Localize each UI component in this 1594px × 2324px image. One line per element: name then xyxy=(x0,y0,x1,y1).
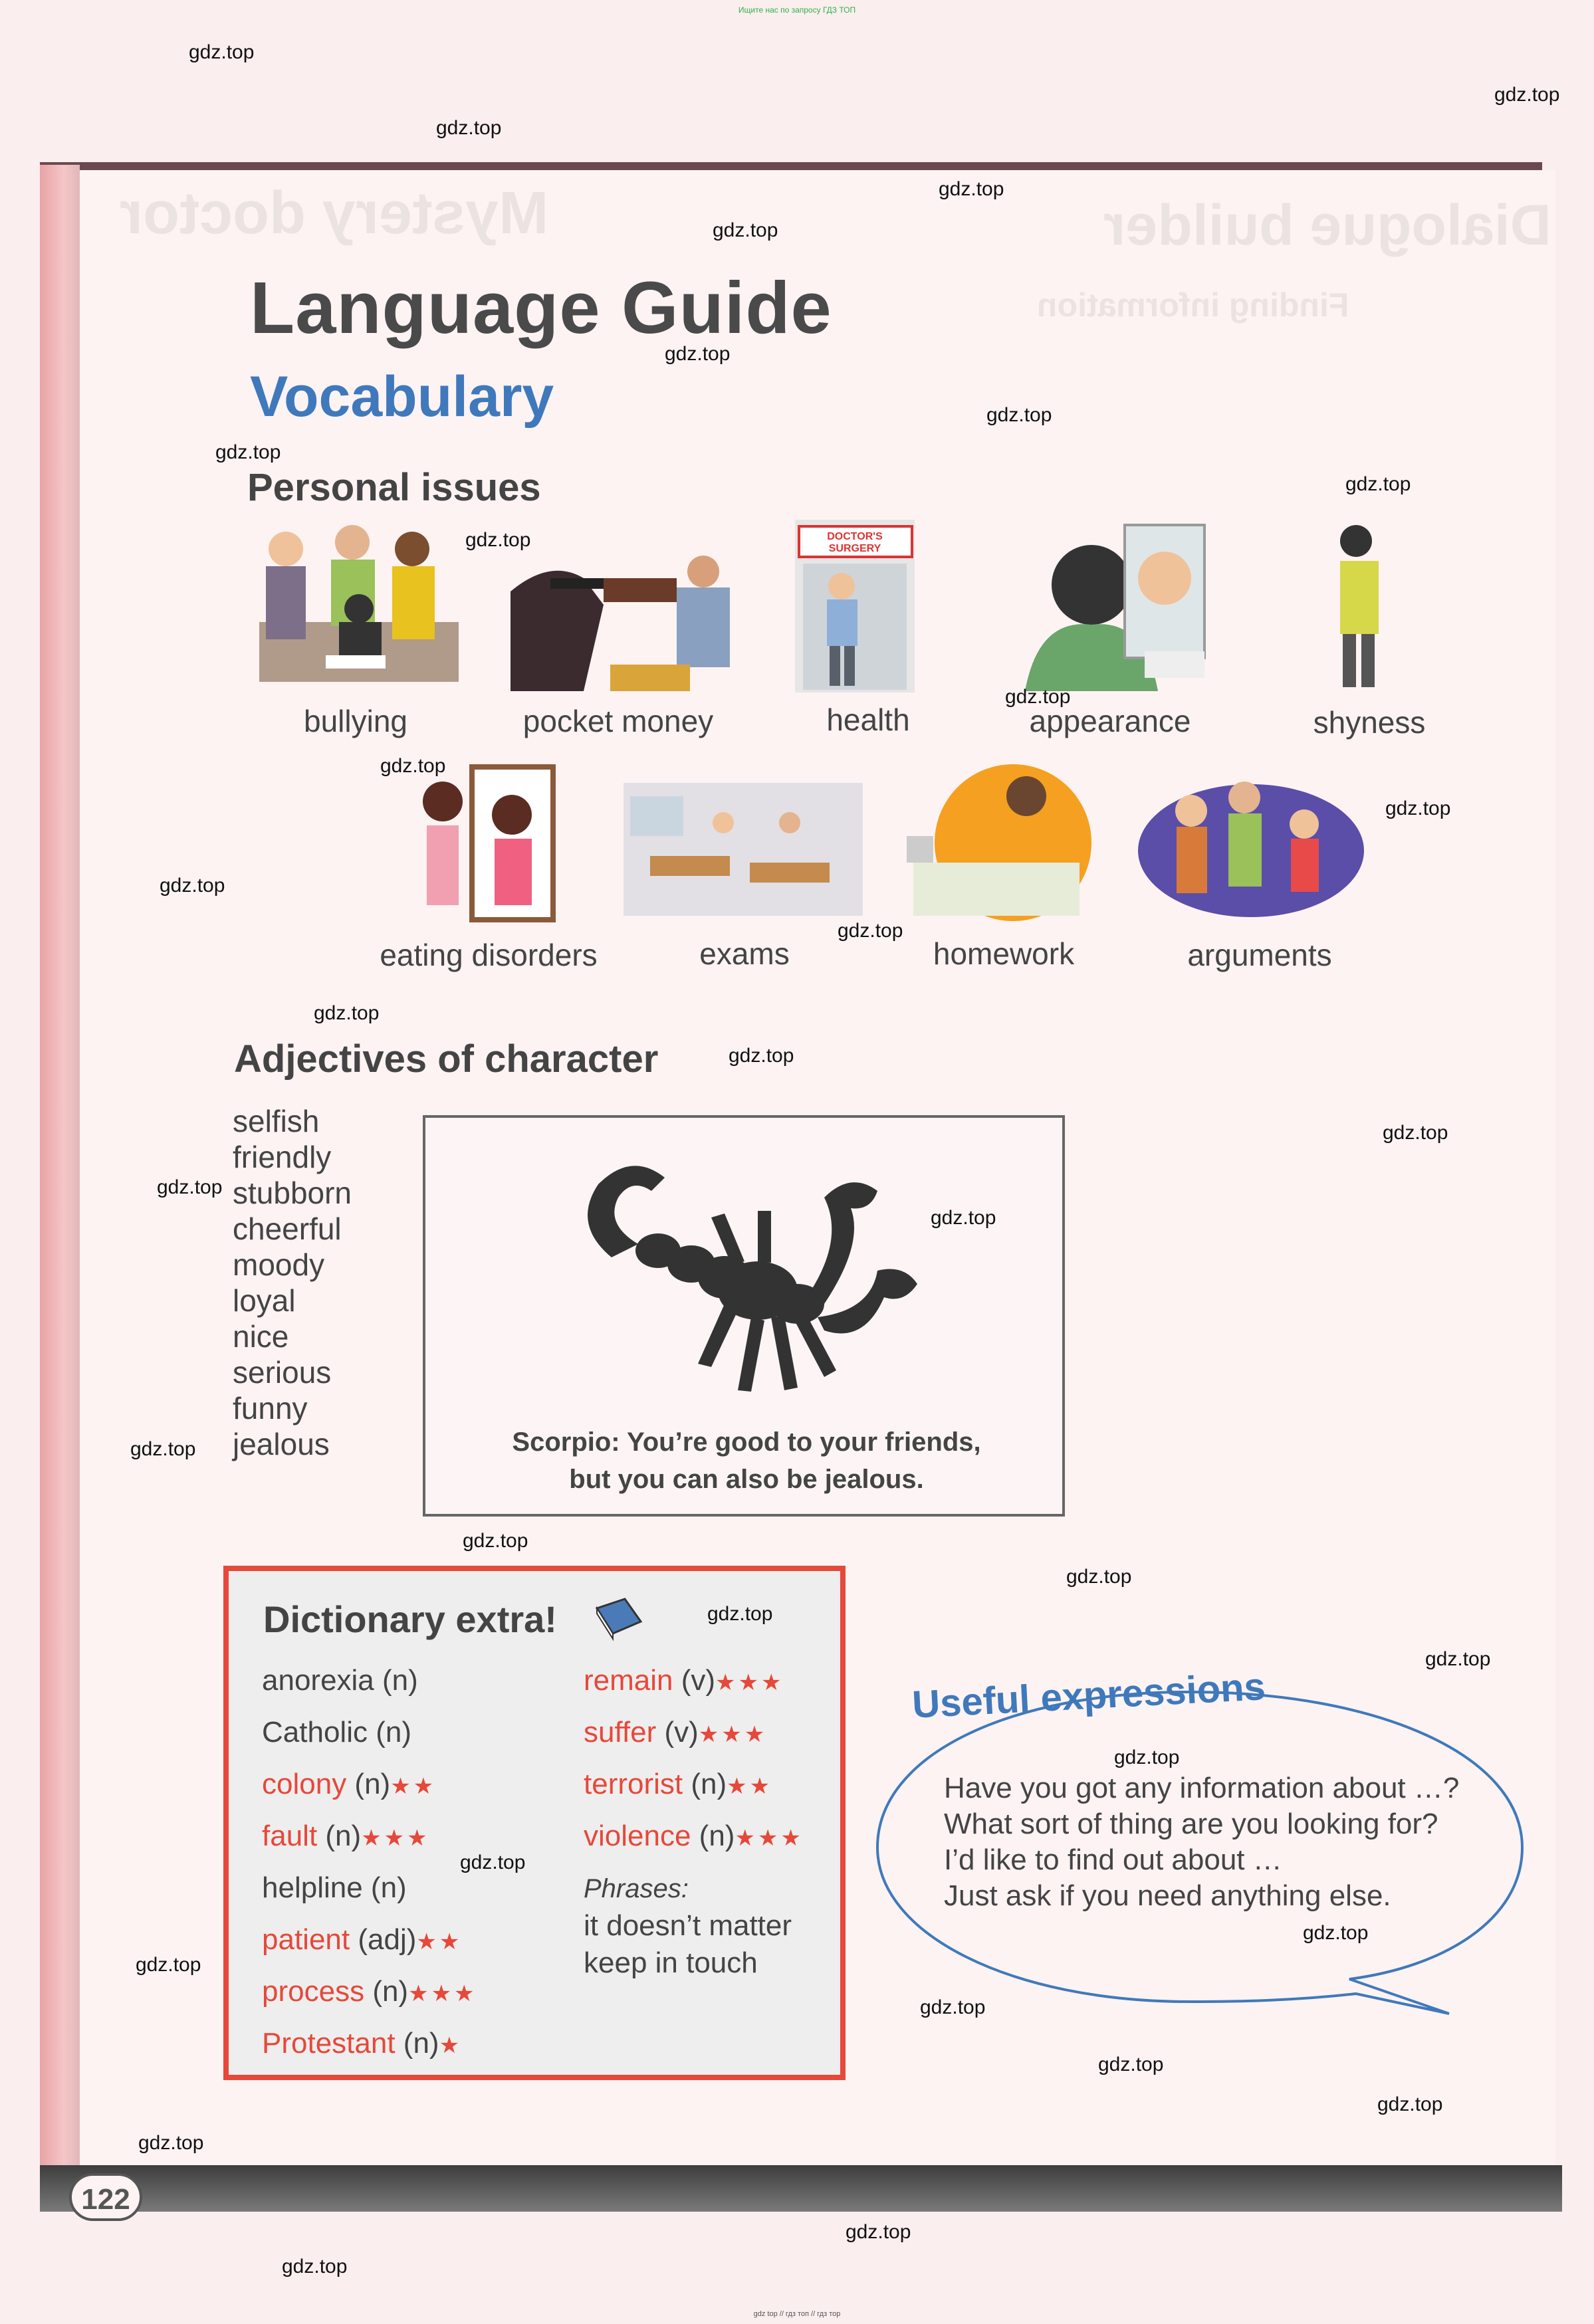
watermark: gdz.top xyxy=(838,920,903,942)
adjectives-heading: Adjectives of character xyxy=(234,1037,659,1081)
watermark: gdz.top xyxy=(1425,1648,1491,1670)
label-health: health xyxy=(826,702,910,737)
label-exams: exams xyxy=(699,936,790,971)
watermark: gdz.top xyxy=(1377,2093,1443,2115)
arguments-illustration xyxy=(1138,771,1364,924)
list-item: stubborn xyxy=(233,1176,352,1210)
bullying-illustration xyxy=(246,522,469,688)
watermark: gdz.top xyxy=(665,343,731,365)
watermark: gdz.top xyxy=(436,117,502,139)
watermark: gdz.top xyxy=(713,219,778,241)
expression-line: Just ask if you need anything else. xyxy=(944,1879,1391,1912)
surgery-sign-text: DOCTOR'S xyxy=(827,531,883,542)
show-through-right-sub: Finding information xyxy=(1037,286,1349,324)
list-item: cheerful xyxy=(233,1212,342,1246)
dict-entry: Protestant (n)★ xyxy=(262,2027,463,2060)
dict-entry: suffer (v)★★★ xyxy=(584,1716,768,1748)
watermark: gdz.top xyxy=(160,875,225,897)
dictionary-extra-box xyxy=(223,1566,846,2080)
bottom-banner: gdz top // гдз топ // гдз тор xyxy=(753,2310,841,2318)
frequency-stars: ★★★ xyxy=(735,1826,804,1851)
page-title: Language Guide xyxy=(250,267,832,349)
list-item: funny xyxy=(233,1391,308,1426)
dictionary-title: Dictionary extra! xyxy=(263,1598,557,1640)
watermark: gdz.top xyxy=(463,1530,528,1552)
dict-entry: process (n)★★★ xyxy=(262,1975,477,2008)
show-through-left: Mystery doctor xyxy=(120,180,549,247)
exams-illustration xyxy=(624,783,863,916)
watermark: gdz.top xyxy=(920,1996,986,2018)
watermark: gdz.top xyxy=(729,1045,794,1067)
scorpio-caption xyxy=(425,1424,1068,1498)
list-item: nice xyxy=(233,1319,289,1354)
watermark: gdz.top xyxy=(215,441,281,463)
watermark: gdz.top xyxy=(986,404,1052,426)
appearance-illustration xyxy=(1012,518,1211,691)
dict-entry: anorexia (n) xyxy=(262,1664,418,1697)
eating-disorders-illustration xyxy=(403,762,562,928)
page-top-edge xyxy=(40,162,1542,170)
homework-illustration xyxy=(893,763,1093,922)
watermark: gdz.top xyxy=(157,1176,223,1198)
dict-entry: fault (n)★★★ xyxy=(262,1820,430,1852)
watermark: gdz.top xyxy=(282,2256,348,2277)
personal-issues-heading: Personal issues xyxy=(247,466,541,509)
list-item: serious xyxy=(233,1355,332,1390)
watermark: gdz.top xyxy=(939,178,1004,200)
watermark: gdz.top xyxy=(1383,1122,1448,1144)
watermark: gdz.top xyxy=(1303,1922,1369,1944)
useful-expressions-heading: Useful expressions xyxy=(911,1665,1267,1727)
dict-entry: colony (n)★★ xyxy=(262,1768,437,1800)
frequency-stars: ★★★ xyxy=(698,1722,768,1747)
label-eating-disorders: eating disorders xyxy=(380,938,598,972)
watermark: gdz.top xyxy=(1345,473,1411,495)
list-item: friendly xyxy=(233,1140,332,1174)
label-arguments: arguments xyxy=(1187,938,1332,972)
frequency-stars: ★ xyxy=(439,2033,463,2058)
health-illustration xyxy=(795,520,915,692)
watermark: gdz.top xyxy=(1098,2054,1164,2075)
watermark: gdz.top xyxy=(1005,686,1071,708)
dict-entry: helpline (n) xyxy=(262,1871,407,1904)
watermark: gdz.top xyxy=(1066,1566,1132,1588)
phrase-item: keep in touch xyxy=(584,1947,758,1979)
adjectives-list xyxy=(233,1103,352,1462)
watermark: gdz.top xyxy=(130,1438,196,1460)
dict-entry: remain (v)★★★ xyxy=(584,1664,784,1697)
watermark: gdz.top xyxy=(1494,84,1560,106)
watermark: gdz.top xyxy=(460,1851,526,1873)
frequency-stars: ★★ xyxy=(727,1774,773,1799)
list-item: loyal xyxy=(233,1283,296,1318)
show-through-right: Dialogue builder xyxy=(1103,193,1551,257)
frequency-stars: ★★★ xyxy=(361,1826,430,1851)
watermark: gdz.top xyxy=(138,2132,204,2154)
watermark: gdz.top xyxy=(931,1207,996,1229)
watermark: gdz.top xyxy=(314,1002,380,1024)
vocabulary-heading: Vocabulary xyxy=(250,365,554,429)
dict-entry: violence (n)★★★ xyxy=(584,1820,804,1852)
watermark: gdz.top xyxy=(707,1603,773,1625)
list-item: selfish xyxy=(233,1104,320,1138)
label-bullying: bullying xyxy=(304,704,407,738)
watermark: gdz.top xyxy=(846,2221,911,2243)
dict-entry: terrorist (n)★★ xyxy=(584,1768,773,1800)
watermark: gdz.top xyxy=(1385,797,1451,819)
phrases-heading: Phrases: xyxy=(584,1874,689,1903)
useful-expressions-list xyxy=(944,1770,1459,1914)
scorpion-icon xyxy=(558,1144,931,1410)
label-homework: homework xyxy=(933,936,1075,971)
dict-entry: Catholic (n) xyxy=(262,1716,411,1748)
expression-line: What sort of thing are you looking for? xyxy=(944,1808,1438,1840)
page-bottom-edge xyxy=(40,2165,1562,2212)
watermark: gdz.top xyxy=(380,755,446,777)
svg-text:SURGERY: SURGERY xyxy=(828,543,881,554)
watermark: gdz.top xyxy=(1114,1746,1180,1768)
page-number: 122 xyxy=(69,2173,142,2221)
book-spine-edge xyxy=(40,165,80,2172)
expression-line: Have you got any information about …? xyxy=(944,1772,1460,1804)
label-shyness: shyness xyxy=(1313,705,1426,740)
pocket-money-illustration xyxy=(511,552,730,691)
watermark: gdz.top xyxy=(136,1954,201,1976)
dict-entry: patient (adj)★★ xyxy=(262,1923,463,1956)
frequency-stars: ★★★ xyxy=(715,1670,784,1695)
book-icon xyxy=(592,1595,645,1641)
watermark: gdz.top xyxy=(189,41,255,63)
frequency-stars: ★★ xyxy=(390,1774,437,1799)
caption-line: but you can also be jealous. xyxy=(569,1465,924,1494)
scorpio-box xyxy=(423,1115,1065,1517)
phrase-item: it doesn’t matter xyxy=(584,1909,792,1942)
list-item: jealous xyxy=(233,1427,330,1461)
list-item: moody xyxy=(233,1247,325,1282)
shyness-illustration xyxy=(1323,521,1409,694)
label-pocket-money: pocket money xyxy=(522,704,714,738)
label-appearance: appearance xyxy=(1029,704,1191,738)
top-banner: Ищите нас по запросу ГДЗ ТОП xyxy=(738,5,856,15)
watermark: gdz.top xyxy=(465,529,531,551)
caption-line: Scorpio: You’re good to your friends, xyxy=(512,1427,981,1457)
frequency-stars: ★★★ xyxy=(408,1981,477,2006)
phrases-list xyxy=(584,1907,792,1982)
frequency-stars: ★★ xyxy=(416,1929,463,1954)
expression-line: I’d like to find out about … xyxy=(944,1844,1282,1876)
